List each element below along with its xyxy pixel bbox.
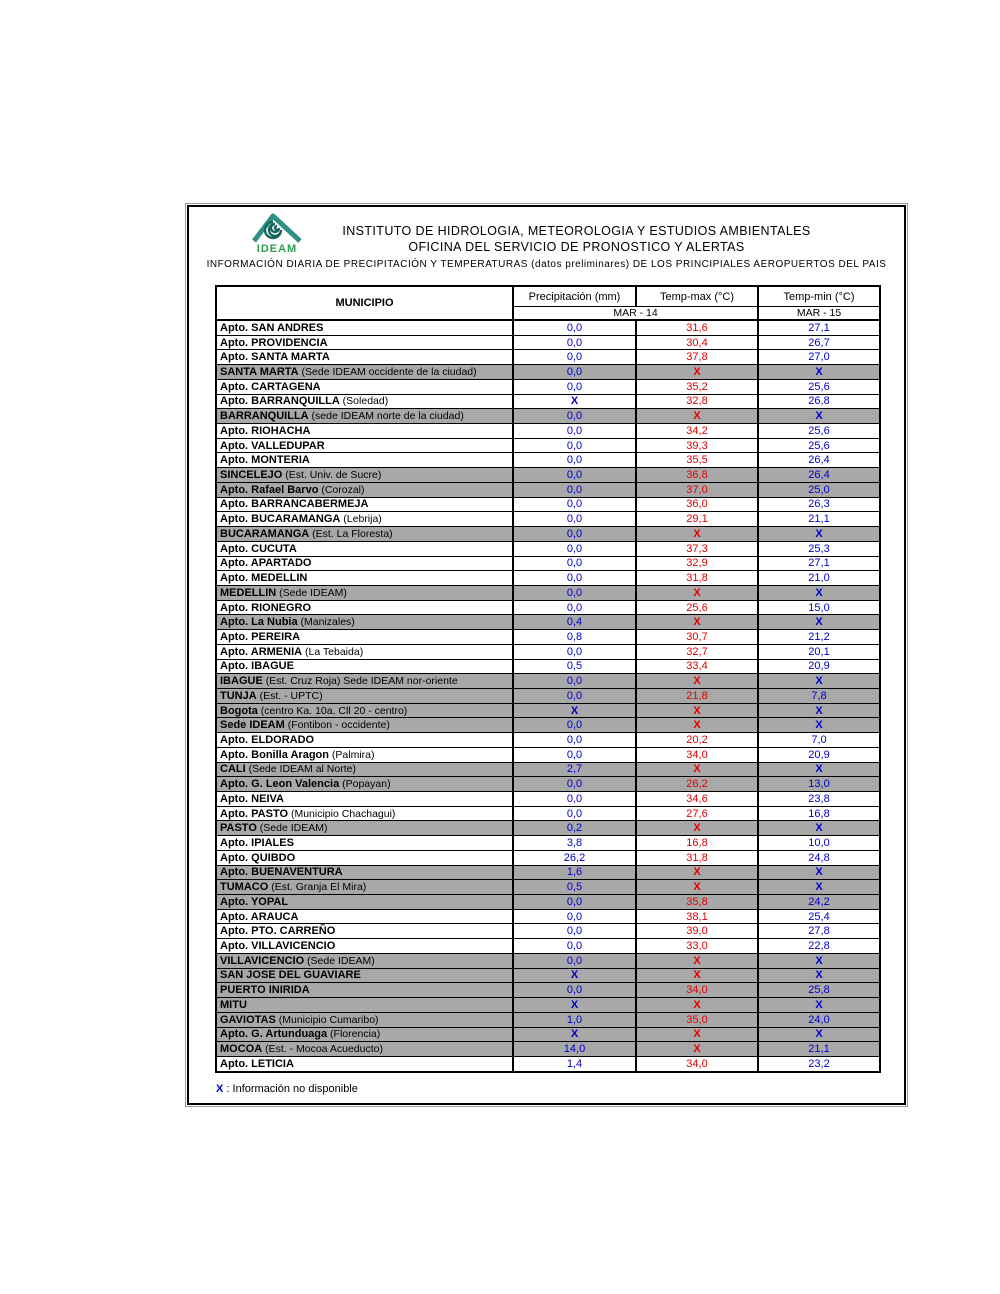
institute-title: INSTITUTO DE HIDROLOGIA, METEOROLOGIA Y ESTUDIOS AMBIENTALES — [342, 224, 811, 238]
tmax-cell: 33,0 — [636, 939, 758, 954]
precip-cell: 0,0 — [513, 497, 636, 512]
table-row — [216, 600, 880, 615]
weather-table — [215, 285, 881, 1073]
precip-cell: 1,4 — [513, 1056, 636, 1071]
table-row — [216, 777, 880, 792]
tmin-cell: X — [758, 880, 880, 895]
tmax-cell: 39,3 — [636, 438, 758, 453]
table-row — [216, 953, 880, 968]
precip-cell: X — [513, 1027, 636, 1042]
municipio-cell: CALI (Sede IDEAM al Norte) — [216, 762, 513, 777]
precip-cell: 14,0 — [513, 1042, 636, 1057]
municipio-cell: Apto. ARAUCA — [216, 909, 513, 924]
precip-cell: 0,0 — [513, 792, 636, 807]
table-row — [216, 792, 880, 807]
report-page — [187, 205, 906, 1105]
municipio-cell: Apto. ELDORADO — [216, 733, 513, 748]
tmax-cell: X — [636, 968, 758, 983]
municipio-cell: MITU — [216, 998, 513, 1013]
precip-cell: 0,0 — [513, 924, 636, 939]
col-header-precipitacion: Precipitación (mm) — [513, 286, 636, 307]
municipio-cell: MEDELLIN (Sede IDEAM) — [216, 585, 513, 600]
municipio-cell: Apto. NEIVA — [216, 792, 513, 807]
tmin-cell: X — [758, 1027, 880, 1042]
table-row — [216, 821, 880, 836]
tmin-cell: 27,8 — [758, 924, 880, 939]
precip-cell: 0,0 — [513, 777, 636, 792]
tmax-cell: X — [636, 762, 758, 777]
table-row — [216, 747, 880, 762]
precip-cell: 0,0 — [513, 806, 636, 821]
municipio-cell: Apto. VALLEDUPAR — [216, 438, 513, 453]
tmin-cell: 26,4 — [758, 453, 880, 468]
precip-cell: 0,0 — [513, 585, 636, 600]
precip-cell: 1,0 — [513, 1012, 636, 1027]
tmin-cell: X — [758, 703, 880, 718]
tmax-cell: 34,0 — [636, 983, 758, 998]
municipio-cell: Apto. IBAGUE — [216, 659, 513, 674]
municipio-cell: Apto. YOPAL — [216, 895, 513, 910]
tmax-cell: X — [636, 821, 758, 836]
tmax-cell: X — [636, 365, 758, 380]
col-header-temp-min: Temp-min (°C) — [758, 286, 880, 307]
tmax-cell: 35,2 — [636, 379, 758, 394]
municipio-cell: Apto. BARRANQUILLA (Soledad) — [216, 394, 513, 409]
municipio-cell: Apto. BUENAVENTURA — [216, 865, 513, 880]
precip-cell: 0,0 — [513, 939, 636, 954]
tmin-cell: X — [758, 585, 880, 600]
precip-cell: 3,8 — [513, 836, 636, 851]
table-row — [216, 983, 880, 998]
tmin-cell: 21,1 — [758, 1042, 880, 1057]
tmax-cell: 29,1 — [636, 512, 758, 527]
tmin-cell: 23,8 — [758, 792, 880, 807]
tmax-cell: X — [636, 615, 758, 630]
municipio-cell: Apto. QUIBDO — [216, 850, 513, 865]
tmin-cell: 26,4 — [758, 468, 880, 483]
precip-cell: 0,0 — [513, 320, 636, 335]
table-row — [216, 379, 880, 394]
table-row — [216, 909, 880, 924]
municipio-cell: PUERTO INIRIDA — [216, 983, 513, 998]
table-row — [216, 350, 880, 365]
table-row — [216, 571, 880, 586]
tmin-cell: 16,8 — [758, 806, 880, 821]
table-row — [216, 1042, 880, 1057]
tmax-cell: X — [636, 1042, 758, 1057]
municipio-cell: Apto. G. Leon Valencia (Popayan) — [216, 777, 513, 792]
tmax-cell: 31,8 — [636, 571, 758, 586]
municipio-cell: BUCARAMANGA (Est. La Floresta) — [216, 527, 513, 542]
municipio-cell: Apto. SAN ANDRES — [216, 320, 513, 335]
municipio-cell: TUMACO (Est. Granja El Mira) — [216, 880, 513, 895]
precip-cell: 0,0 — [513, 379, 636, 394]
precip-cell: 0,0 — [513, 482, 636, 497]
table-row — [216, 556, 880, 571]
municipio-cell: Apto. RIOHACHA — [216, 424, 513, 439]
precip-cell: 0,0 — [513, 365, 636, 380]
tmin-cell: X — [758, 718, 880, 733]
table-row — [216, 585, 880, 600]
table-row — [216, 365, 880, 380]
precip-cell: 0,0 — [513, 895, 636, 910]
table-row — [216, 394, 880, 409]
tmax-cell: 36,0 — [636, 497, 758, 512]
precip-cell: 0,0 — [513, 468, 636, 483]
precip-cell: 0,0 — [513, 556, 636, 571]
tmax-cell: 34,2 — [636, 424, 758, 439]
table-row — [216, 541, 880, 556]
table-row — [216, 895, 880, 910]
tmax-cell: X — [636, 527, 758, 542]
tmax-cell: X — [636, 674, 758, 689]
tmin-cell: 20,9 — [758, 747, 880, 762]
tmax-cell: 38,1 — [636, 909, 758, 924]
tmax-cell: 33,4 — [636, 659, 758, 674]
tmax-cell: 26,2 — [636, 777, 758, 792]
precip-cell: 0,4 — [513, 615, 636, 630]
tmax-cell: X — [636, 1027, 758, 1042]
table-row — [216, 527, 880, 542]
tmin-cell: 24,8 — [758, 850, 880, 865]
municipio-cell: Apto. Rafael Barvo (Corozal) — [216, 482, 513, 497]
tmin-cell: 25,0 — [758, 482, 880, 497]
tmin-cell: X — [758, 953, 880, 968]
table-row — [216, 924, 880, 939]
tmax-cell: 34,0 — [636, 1056, 758, 1071]
tmax-cell: X — [636, 865, 758, 880]
col-header-temp-max: Temp-max (°C) — [636, 286, 758, 307]
tmin-cell: X — [758, 968, 880, 983]
tmin-cell: 25,8 — [758, 983, 880, 998]
table-row — [216, 644, 880, 659]
table-row — [216, 865, 880, 880]
tmin-cell: 25,6 — [758, 438, 880, 453]
tmin-cell: 25,6 — [758, 424, 880, 439]
municipio-cell: Apto. VILLAVICENCIO — [216, 939, 513, 954]
precip-cell: 0,5 — [513, 659, 636, 674]
precip-cell: X — [513, 998, 636, 1013]
tmin-cell: 20,1 — [758, 644, 880, 659]
tmin-cell: 27,1 — [758, 556, 880, 571]
municipio-cell: SAN JOSE DEL GUAVIARE — [216, 968, 513, 983]
table-row — [216, 880, 880, 895]
municipio-cell: BARRANQUILLA (sede IDEAM norte de la ciudad) — [216, 409, 513, 424]
footnote — [216, 1083, 358, 1095]
tmax-cell: 25,6 — [636, 600, 758, 615]
tmin-cell: 7,0 — [758, 733, 880, 748]
tmin-cell: 20,9 — [758, 659, 880, 674]
municipio-cell: Bogota (centro Ka. 10a. Cll 20 - centro) — [216, 703, 513, 718]
table-row — [216, 688, 880, 703]
municipio-cell: Apto. G. Artunduaga (Florencia) — [216, 1027, 513, 1042]
table-row — [216, 1027, 880, 1042]
table-row — [216, 630, 880, 645]
tmin-cell: 26,3 — [758, 497, 880, 512]
tmax-cell: 27,6 — [636, 806, 758, 821]
precip-cell: 0,5 — [513, 880, 636, 895]
tmin-cell: 7,8 — [758, 688, 880, 703]
tmin-cell: X — [758, 527, 880, 542]
tmin-cell: X — [758, 674, 880, 689]
table-row — [216, 806, 880, 821]
tmax-cell: 32,7 — [636, 644, 758, 659]
tmin-cell: 26,7 — [758, 335, 880, 350]
tmin-cell: X — [758, 615, 880, 630]
municipio-cell: Apto. BUCARAMANGA (Lebrija) — [216, 512, 513, 527]
tmax-cell: X — [636, 703, 758, 718]
tmax-cell: 35,8 — [636, 895, 758, 910]
precip-cell: 2,7 — [513, 762, 636, 777]
tmax-cell: 34,0 — [636, 747, 758, 762]
tmax-cell: X — [636, 718, 758, 733]
precip-cell: 0,0 — [513, 512, 636, 527]
tmax-cell: 30,7 — [636, 630, 758, 645]
tmax-cell: 37,0 — [636, 482, 758, 497]
municipio-cell: Apto. CUCUTA — [216, 541, 513, 556]
precip-cell: 0,0 — [513, 747, 636, 762]
table-row — [216, 836, 880, 851]
precip-cell: 0,0 — [513, 718, 636, 733]
precip-cell: X — [513, 703, 636, 718]
municipio-cell: Sede IDEAM (Fontibon - occidente) — [216, 718, 513, 733]
tmin-cell: 23,2 — [758, 1056, 880, 1071]
table-row — [216, 409, 880, 424]
table-row — [216, 703, 880, 718]
precip-cell: 0,0 — [513, 600, 636, 615]
tmax-cell: 31,6 — [636, 320, 758, 335]
table-row — [216, 1056, 880, 1071]
municipio-cell: SINCELEJO (Est. Univ. de Sucre) — [216, 468, 513, 483]
col-header-municipio: MUNICIPIO — [216, 286, 513, 320]
footnote-text: : Información no disponible — [226, 1083, 358, 1095]
precip-cell: 1,6 — [513, 865, 636, 880]
municipio-cell: Apto. LETICIA — [216, 1056, 513, 1071]
tmin-cell: 15,0 — [758, 600, 880, 615]
table-body — [216, 320, 880, 1072]
tmax-cell: 21,8 — [636, 688, 758, 703]
municipio-cell: Apto. PEREIRA — [216, 630, 513, 645]
table-row — [216, 733, 880, 748]
tmax-cell: 30,4 — [636, 335, 758, 350]
table-row — [216, 453, 880, 468]
precip-cell: 0,8 — [513, 630, 636, 645]
table-row — [216, 497, 880, 512]
municipio-cell: Apto. BARRANCABERMEJA — [216, 497, 513, 512]
precip-cell: 0,0 — [513, 350, 636, 365]
tmin-cell: 21,2 — [758, 630, 880, 645]
table-row — [216, 762, 880, 777]
municipio-cell: GAVIOTAS (Municipio Cumaribo) — [216, 1012, 513, 1027]
municipio-cell: Apto. PTO. CARREÑO — [216, 924, 513, 939]
precip-cell: 0,0 — [513, 424, 636, 439]
municipio-cell: SANTA MARTA (Sede IDEAM occidente de la ciudad) — [216, 365, 513, 380]
date-header-mar14: MAR - 14 — [513, 307, 758, 321]
tmin-cell: 27,0 — [758, 350, 880, 365]
municipio-cell: TUNJA (Est. - UPTC) — [216, 688, 513, 703]
precip-cell: 0,0 — [513, 674, 636, 689]
precip-cell: X — [513, 968, 636, 983]
municipio-cell: Apto. PASTO (Municipio Chachagui) — [216, 806, 513, 821]
municipio-cell: Apto. Bonilla Aragon (Palmira) — [216, 747, 513, 762]
table-row — [216, 512, 880, 527]
tmax-cell: 37,8 — [636, 350, 758, 365]
municipio-cell: Apto. MONTERIA — [216, 453, 513, 468]
table-row — [216, 335, 880, 350]
report-description: INFORMACIÓN DIARIA DE PRECIPITACIÓN Y TEMPERATURAS (datos preliminares) DE LOS PRINCIPIALES AEROPUERTOS DEL PAIS — [206, 259, 887, 270]
table-row — [216, 424, 880, 439]
precip-cell: 0,0 — [513, 527, 636, 542]
precip-cell: 0,0 — [513, 571, 636, 586]
precip-cell: 0,0 — [513, 953, 636, 968]
table-row — [216, 438, 880, 453]
municipio-cell: IBAGUE (Est. Cruz Roja) Sede IDEAM nor-oriente — [216, 674, 513, 689]
precip-cell: 0,0 — [513, 688, 636, 703]
tmin-cell: 10,0 — [758, 836, 880, 851]
ideam-logo-text: IDEAM — [256, 243, 298, 255]
tmax-cell: X — [636, 998, 758, 1013]
tmax-cell: 34,6 — [636, 792, 758, 807]
precip-cell: 0,0 — [513, 733, 636, 748]
tmax-cell: 32,8 — [636, 394, 758, 409]
table-row — [216, 674, 880, 689]
tmax-cell: 35,5 — [636, 453, 758, 468]
table-row — [216, 468, 880, 483]
table-row — [216, 998, 880, 1013]
precip-cell: 0,2 — [513, 821, 636, 836]
tmin-cell: 25,3 — [758, 541, 880, 556]
tmax-cell: 31,8 — [636, 850, 758, 865]
tmin-cell: X — [758, 821, 880, 836]
precip-cell: 0,0 — [513, 541, 636, 556]
date-header-mar15: MAR - 15 — [758, 307, 880, 321]
tmax-cell: 16,8 — [636, 836, 758, 851]
table-header — [216, 286, 880, 320]
precip-cell: 0,0 — [513, 335, 636, 350]
tmin-cell: X — [758, 998, 880, 1013]
tmin-cell: 13,0 — [758, 777, 880, 792]
tmax-cell: X — [636, 409, 758, 424]
municipio-cell: Apto. SANTA MARTA — [216, 350, 513, 365]
tmax-cell: 20,2 — [636, 733, 758, 748]
table-row — [216, 968, 880, 983]
municipio-cell: VILLAVICENCIO (Sede IDEAM) — [216, 953, 513, 968]
precip-cell: 0,0 — [513, 438, 636, 453]
tmin-cell: X — [758, 762, 880, 777]
tmin-cell: 25,6 — [758, 379, 880, 394]
table-row — [216, 320, 880, 335]
precip-cell: 0,0 — [513, 983, 636, 998]
tmin-cell: 26,8 — [758, 394, 880, 409]
office-title: OFICINA DEL SERVICIO DE PRONOSTICO Y ALERTAS — [408, 240, 745, 254]
tmax-cell: 32,9 — [636, 556, 758, 571]
tmin-cell: 22,8 — [758, 939, 880, 954]
table-row — [216, 482, 880, 497]
municipio-cell: PASTO (Sede IDEAM) — [216, 821, 513, 836]
precip-cell: 0,0 — [513, 644, 636, 659]
municipio-cell: Apto. RIONEGRO — [216, 600, 513, 615]
tmin-cell: X — [758, 409, 880, 424]
tmax-cell: 36,8 — [636, 468, 758, 483]
municipio-cell: MOCOA (Est. - Mocoa Acueducto) — [216, 1042, 513, 1057]
tmax-cell: X — [636, 880, 758, 895]
tmax-cell: 35,0 — [636, 1012, 758, 1027]
tmax-cell: X — [636, 953, 758, 968]
municipio-cell: Apto. APARTADO — [216, 556, 513, 571]
table-row — [216, 1012, 880, 1027]
table-row — [216, 718, 880, 733]
tmin-cell: 21,1 — [758, 512, 880, 527]
municipio-cell: Apto. CARTAGENA — [216, 379, 513, 394]
footnote-x-marker: X — [216, 1083, 224, 1095]
precip-cell: X — [513, 394, 636, 409]
municipio-cell: Apto. MEDELLIN — [216, 571, 513, 586]
tmax-cell: X — [636, 585, 758, 600]
tmin-cell: 25,4 — [758, 909, 880, 924]
table-row — [216, 659, 880, 674]
tmin-cell: X — [758, 865, 880, 880]
precip-cell: 0,0 — [513, 409, 636, 424]
municipio-cell: Apto. IPIALES — [216, 836, 513, 851]
municipio-cell: Apto. PROVIDENCIA — [216, 335, 513, 350]
tmin-cell: X — [758, 365, 880, 380]
tmin-cell: 24,0 — [758, 1012, 880, 1027]
precip-cell: 0,0 — [513, 453, 636, 468]
table-row — [216, 615, 880, 630]
tmax-cell: 37,3 — [636, 541, 758, 556]
tmax-cell: 39,0 — [636, 924, 758, 939]
precip-cell: 0,0 — [513, 909, 636, 924]
precip-cell: 26,2 — [513, 850, 636, 865]
municipio-cell: Apto. ARMENIA (La Tebaida) — [216, 644, 513, 659]
tmin-cell: 21,0 — [758, 571, 880, 586]
tmin-cell: 24,2 — [758, 895, 880, 910]
table-row — [216, 939, 880, 954]
table-row — [216, 850, 880, 865]
municipio-cell: Apto. La Nubia (Manizales) — [216, 615, 513, 630]
tmin-cell: 27,1 — [758, 320, 880, 335]
